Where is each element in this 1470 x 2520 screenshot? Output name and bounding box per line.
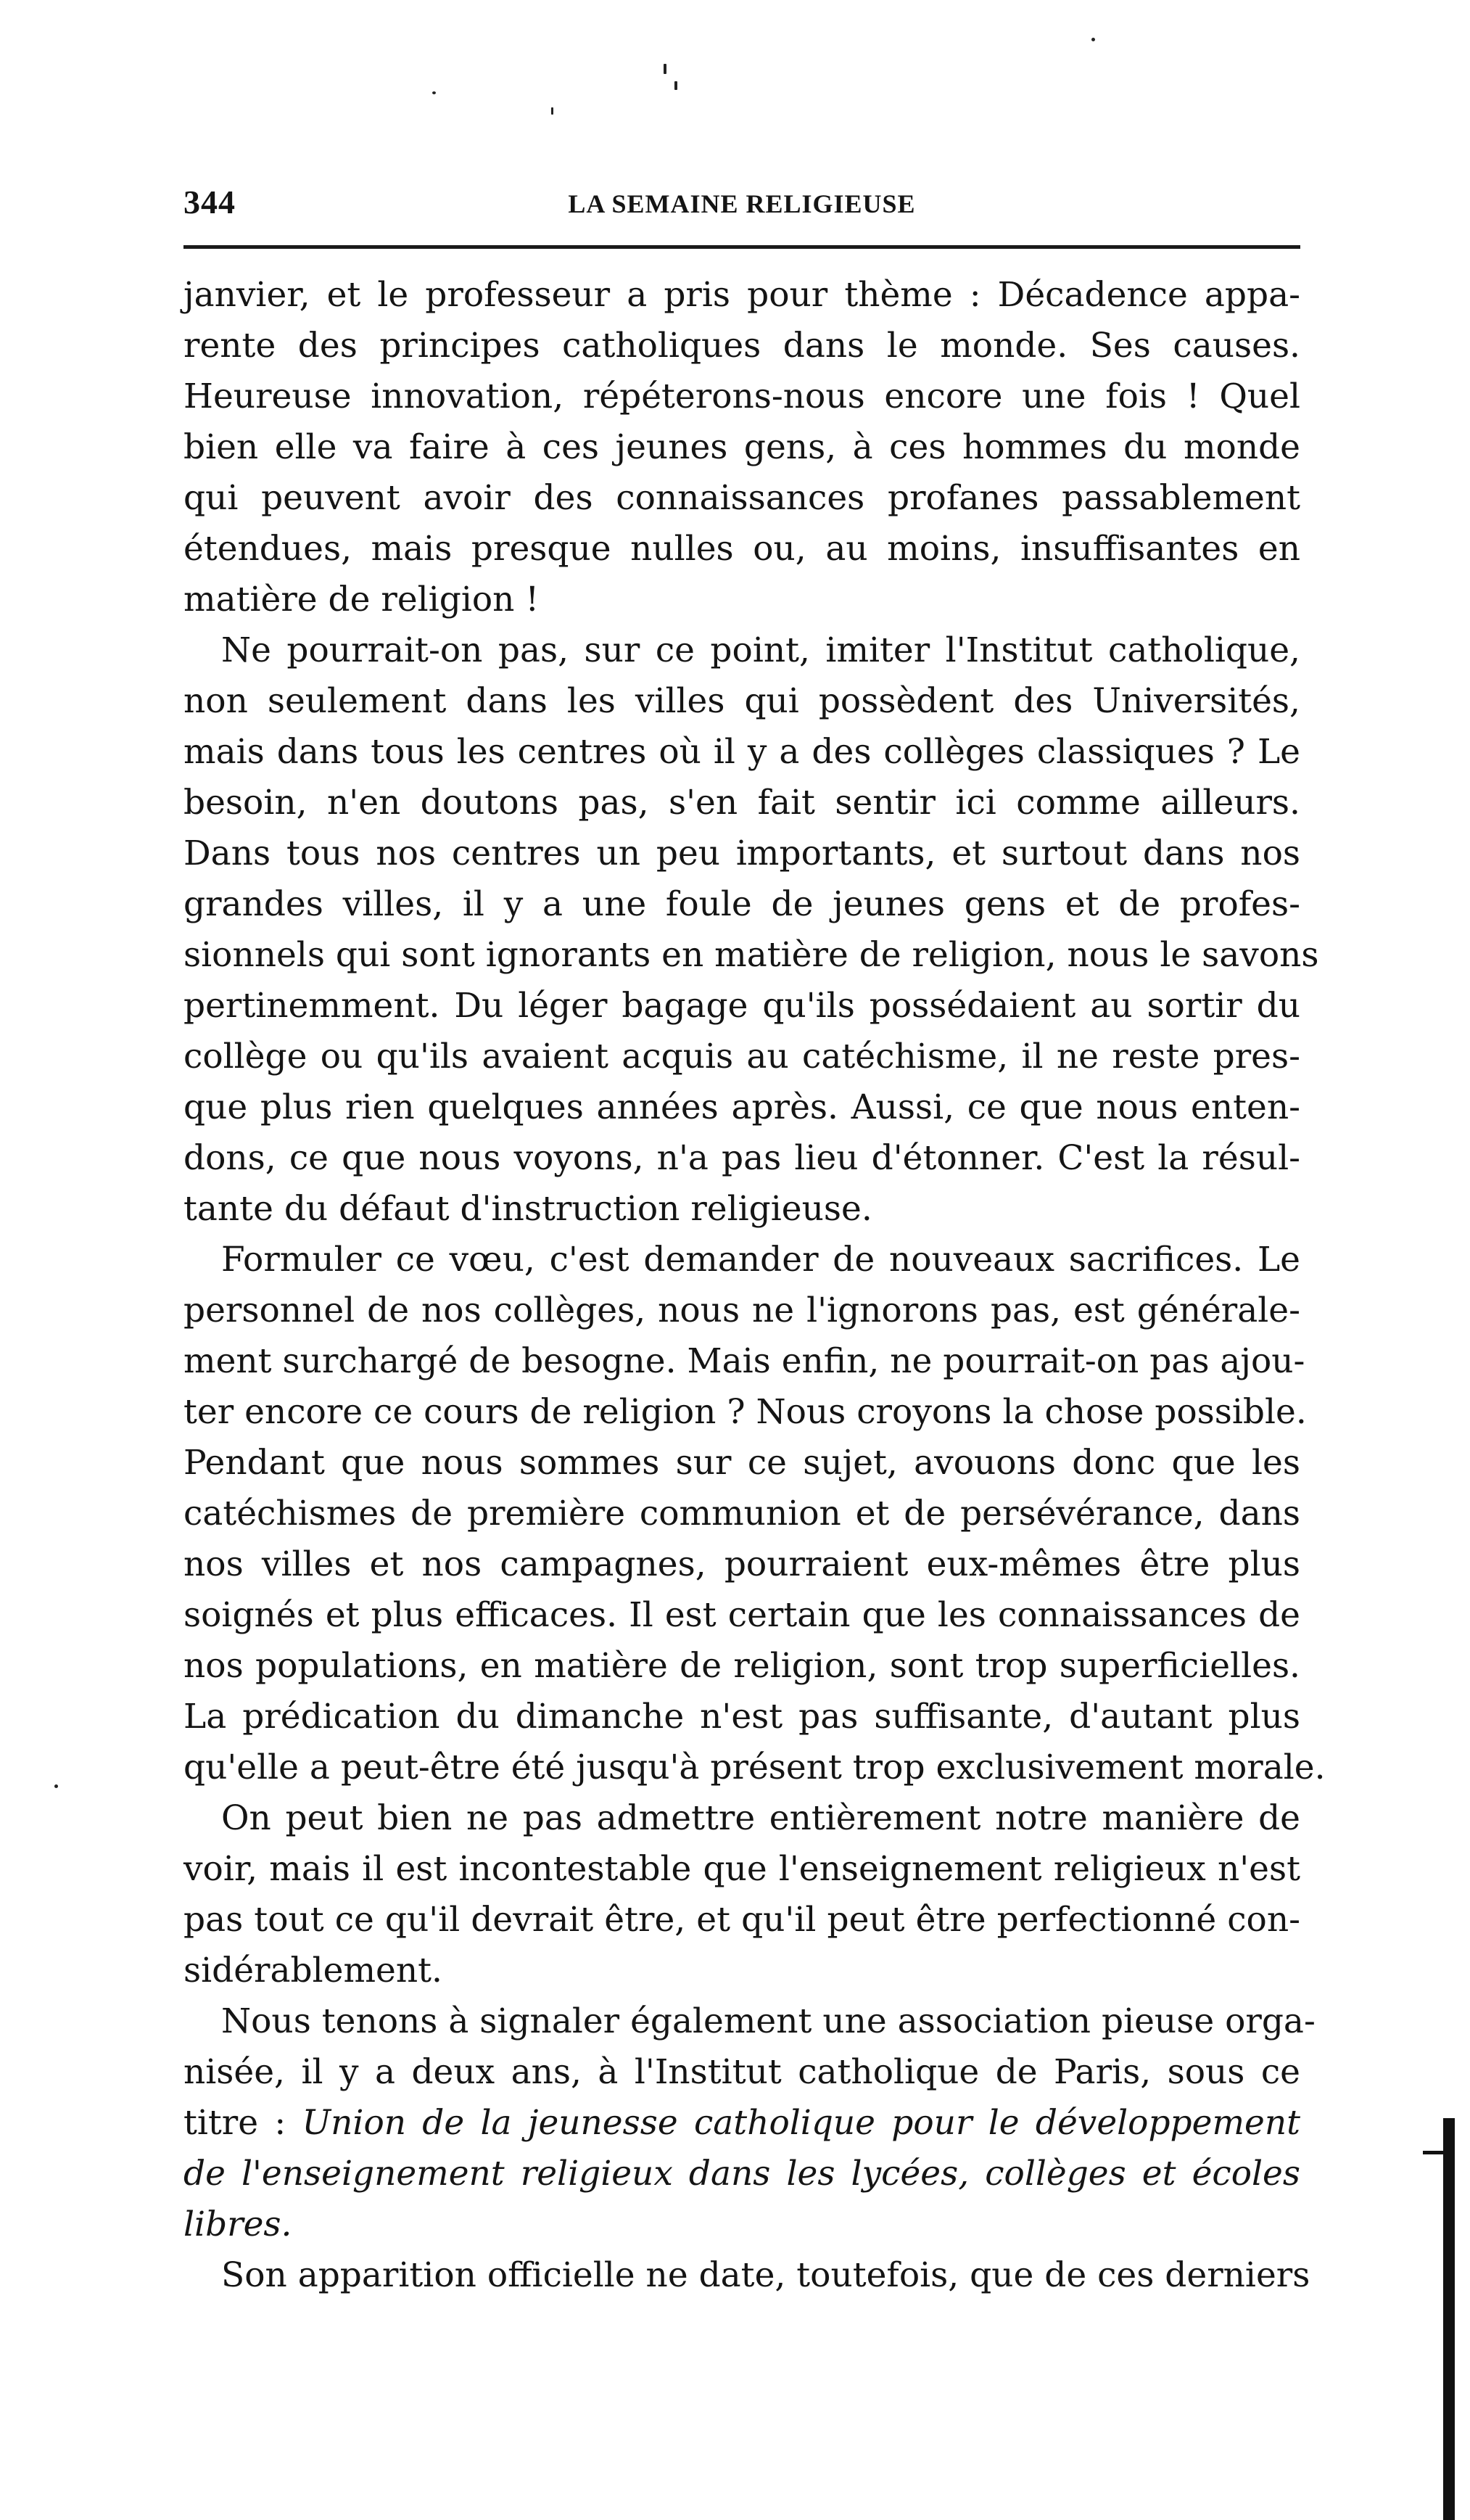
text-line: Formuler ce vœu, c'est demander de nouveaux sacrifices. Le [221, 1240, 1300, 1280]
scan-speck [674, 81, 677, 90]
text-line: dons, ce que nous voyons, n'a pas lieu d'étonner. C'est la résul- [183, 1138, 1300, 1178]
text-line: nisée, il y a deux ans, à l'Institut catholique de Paris, sous ce [183, 2052, 1300, 2092]
text-line: Dans tous nos centres un peu importants, et surtout dans nos [183, 833, 1300, 873]
text-line: Pendant que nous sommes sur ce sujet, avouons donc que les [183, 1443, 1300, 1483]
text-line [183, 2098, 1300, 2149]
text-line: soignés et plus efficaces. Il est certain que les connaissances de [183, 1595, 1300, 1635]
text-line: grandes villes, il y a une foule de jeunes gens et de profes- [183, 884, 1300, 924]
body-text [183, 270, 1326, 2301]
text-line: nos populations, en matière de religion, sont trop superficielles. [183, 1646, 1300, 1686]
text-line: janvier, et le professeur a pris pour thème : Décadence appa- [183, 275, 1300, 315]
text-line: qu'elle a peut-être été jusqu'à présent trop exclusivement morale. [183, 1747, 1326, 1787]
text-line: étendues, mais presque nulles ou, au moins, insuffisantes en [183, 529, 1300, 569]
text-line: bien elle va faire à ces jeunes gens, à ces hommes du monde [183, 427, 1300, 467]
text-line: de l'enseignement religieux dans les lycées, collèges et écoles [183, 2154, 1300, 2194]
text-line: Heureuse innovation, répéterons-nous encore une fois ! Quel [183, 376, 1300, 416]
text-line: mais dans tous les centres où il y a des collèges classiques ? Le [183, 732, 1300, 772]
text-line: Nous tenons à signaler également une association pieuse orga- [221, 2001, 1316, 2041]
text-line: matière de religion ! [183, 580, 540, 619]
text-line: libres. [183, 2204, 292, 2244]
scan-speck [551, 107, 553, 115]
text-line: Son apparition officielle ne date, toutefois, que de ces derniers [221, 2255, 1310, 2295]
scan-speck [54, 1784, 58, 1788]
text-line: catéchismes de première communion et de persévérance, dans [183, 1494, 1300, 1533]
text-line: rente des principes catholiques dans le monde. Ses causes. [183, 326, 1300, 366]
text-line: tante du défaut d'instruction religieuse. [183, 1189, 872, 1229]
association-title: Union de la jeunesse catholique pour le développement [302, 2103, 1300, 2143]
text-line: besoin, n'en doutons pas, s'en fait sentir ici comme ailleurs. [183, 783, 1300, 823]
text-line: non seulement dans les villes qui possèdent des Universités, [183, 681, 1300, 721]
text-line: nos villes et nos campagnes, pourraient eux-mêmes être plus [183, 1544, 1300, 1584]
header-rule [183, 245, 1300, 249]
text-line: qui peuvent avoir des connaissances profanes passablement [183, 478, 1300, 518]
text-line: pertinemment. Du léger bagage qu'ils possédaient au sortir du [183, 986, 1300, 1026]
text-line: sidérablement. [183, 1951, 442, 1990]
text-line: personnel de nos collèges, nous ne l'ignorons pas, est générale- [183, 1290, 1300, 1330]
text-line: ter encore ce cours de religion ? Nous croyons la chose possible. [183, 1392, 1307, 1432]
running-title: LA SEMAINE RELIGIEUSE [568, 189, 916, 218]
scan-speck [432, 91, 436, 94]
text-line: voir, mais il est incontestable que l'enseignement religieux n'est [183, 1849, 1300, 1889]
text-line: On peut bien ne pas admettre entièrement notre manière de [221, 1798, 1300, 1838]
text-line: sionnels qui sont ignorants en matière de religion, nous le savons [183, 935, 1319, 975]
scan-speck [664, 64, 666, 74]
text-line: que plus rien quelques années après. Aussi, ce que nous enten- [183, 1087, 1300, 1127]
text-line: La prédication du dimanche n'est pas suffisante, d'autant plus [183, 1697, 1300, 1737]
text-line: Ne pourrait-on pas, sur ce point, imiter l'Institut catholique, [221, 630, 1300, 670]
scan-edge [1423, 2151, 1445, 2154]
scan-speck [1091, 38, 1095, 41]
text-line: pas tout ce qu'il devrait être, et qu'il peut être perfectionné con- [183, 1900, 1300, 1940]
text-line: collège ou qu'ils avaient acquis au catéchisme, il ne reste pres- [183, 1037, 1300, 1076]
scan-edge [1443, 2118, 1455, 2520]
title-intro: titre : [183, 2103, 302, 2143]
page-header [183, 183, 1300, 226]
text-line: ment surchargé de besogne. Mais enfin, ne pourrait-on pas ajou- [183, 1341, 1305, 1381]
page-number: 344 [183, 184, 236, 221]
